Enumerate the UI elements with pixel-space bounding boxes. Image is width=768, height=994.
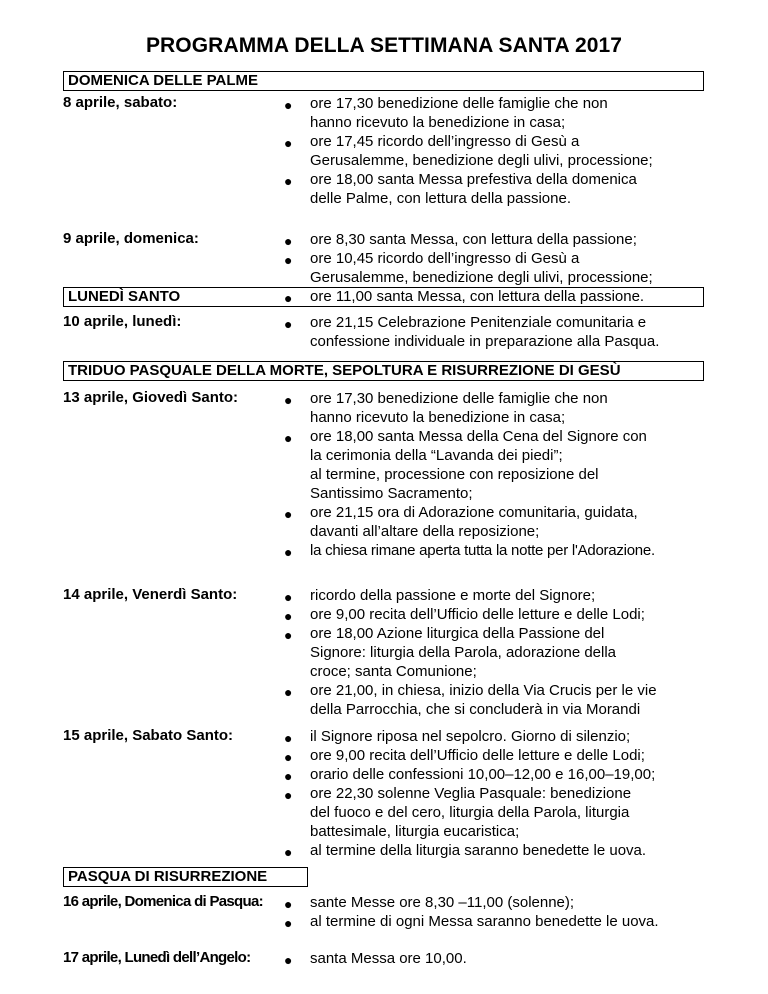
schedule-item: ore 18,00 santa Messa prefestiva della domenica delle Palme, con lettura della passione.: [310, 171, 637, 207]
schedule-item: ore 9,00 recita dell’Ufficio delle letture e delle Lodi;: [310, 747, 645, 764]
schedule-item: ore 17,30 benedizione delle famiglie che non hanno ricevuto la benedizione in casa;: [310, 95, 608, 131]
bullet-icon: ●: [284, 915, 293, 931]
bullet-icon: ●: [284, 97, 293, 113]
schedule-item: ore 17,45 ricordo dell’ingresso di Gesù a Gerusalemme, benedizione degli ulivi, processione;: [310, 133, 653, 169]
schedule-item: ore 21,00, in chiesa, inizio della Via Crucis per le vie della Parrocchia, che si concluderà in via Morandi: [310, 682, 657, 718]
schedule-item: orario delle confessioni 10,00–12,00 e 16,00–19,00;: [310, 766, 656, 783]
schedule-item: sante Messe ore 8,30 –11,00 (solenne);: [310, 894, 575, 911]
bullet-icon: ●: [284, 684, 293, 700]
schedule-item: ore 8,30 santa Messa, con lettura della passione;: [310, 231, 637, 248]
schedule-item: santa Messa ore 10,00.: [310, 950, 467, 967]
schedule-item: ore 9,00 recita dell’Ufficio delle letture e delle Lodi;: [310, 606, 645, 623]
section-header-triduo: TRIDUO PASQUALE DELLA MORTE, SEPOLTURA E RISURREZIONE DI GESÙ: [63, 361, 704, 381]
bullet-icon: ●: [284, 608, 293, 624]
bullet-icon: ●: [284, 768, 293, 784]
bullet-icon: ●: [284, 730, 293, 746]
bullet-icon: ●: [284, 173, 293, 189]
bullet-icon: ●: [284, 290, 293, 306]
page-title: PROGRAMMA DELLA SETTIMANA SANTA 2017: [145, 34, 623, 57]
bullet-icon: ●: [284, 506, 293, 522]
schedule-item: ricordo della passione e morte del Signore;: [310, 587, 596, 604]
schedule-item: la chiesa rimane aperta tutta la notte per l'Adorazione.: [310, 542, 655, 559]
bullet-icon: ●: [284, 589, 293, 605]
day-date-15-aprile: 15 aprile, Sabato Santo:: [63, 727, 234, 744]
day-date-16-aprile: 16 aprile, Domenica di Pasqua:: [63, 893, 263, 910]
schedule-item: al termine della liturgia saranno benedette le uova.: [310, 842, 647, 859]
bullet-icon: ●: [284, 749, 293, 765]
schedule-item: ore 11,00 santa Messa, con lettura della passione.: [310, 288, 645, 305]
day-date-10-aprile: 10 aprile, lunedì:: [63, 313, 182, 330]
bullet-icon: ●: [284, 544, 293, 560]
day-date-13-aprile: 13 aprile, Giovedì Santo:: [63, 389, 239, 406]
bullet-icon: ●: [284, 952, 293, 968]
bullet-icon: ●: [284, 135, 293, 151]
day-date-8-aprile: 8 aprile, sabato:: [63, 94, 178, 111]
day-date-9-aprile: 9 aprile, domenica:: [63, 230, 199, 247]
bullet-icon: ●: [284, 392, 293, 408]
section-header-pasqua: PASQUA DI RISURREZIONE: [63, 867, 308, 887]
schedule-item: al termine di ogni Messa saranno benedette le uova.: [310, 913, 659, 930]
bullet-icon: ●: [284, 787, 293, 803]
day-date-14-aprile: 14 aprile, Venerdì Santo:: [63, 586, 238, 603]
bullet-icon: ●: [284, 627, 293, 643]
bullet-icon: ●: [284, 844, 293, 860]
schedule-item: ore 21,15 Celebrazione Penitenziale comunitaria e confessione individuale in preparazione alla Pasqua.: [310, 314, 660, 350]
bullet-icon: ●: [284, 896, 293, 912]
schedule-item: ore 21,15 ora di Adorazione comunitaria, guidata, davanti all’altare della reposizione;: [310, 504, 638, 540]
section-header-palme: DOMENICA DELLE PALME: [63, 71, 704, 91]
day-date-17-aprile: 17 aprile, Lunedì dell’Angelo:: [63, 949, 251, 966]
bullet-icon: ●: [284, 233, 293, 249]
section-header-lunedi-santo: LUNEDÌ SANTO: [63, 287, 704, 307]
bullet-icon: ●: [284, 252, 293, 268]
schedule-item: il Signore riposa nel sepolcro. Giorno di silenzio;: [310, 728, 631, 745]
bullet-icon: ●: [284, 316, 293, 332]
schedule-item: ore 10,45 ricordo dell’ingresso di Gesù a Gerusalemme, benedizione degli ulivi, processione;: [310, 250, 653, 286]
schedule-item: ore 17,30 benedizione delle famiglie che non hanno ricevuto la benedizione in casa;: [310, 390, 608, 426]
schedule-item: ore 22,30 solenne Veglia Pasquale: benedizione del fuoco e del cero, liturgia della Parola, liturgia battesimale, liturgia eucaristica;: [310, 785, 632, 840]
bullet-icon: ●: [284, 430, 293, 446]
schedule-item: ore 18,00 santa Messa della Cena del Signore con la cerimonia della “Lavanda dei piedi”; al termine, processione con reposizione del Santissimo Sacramento;: [310, 428, 647, 502]
schedule-item: ore 18,00 Azione liturgica della Passione del Signore: liturgia della Parola, adorazione della croce; santa Comunione;: [310, 625, 617, 680]
